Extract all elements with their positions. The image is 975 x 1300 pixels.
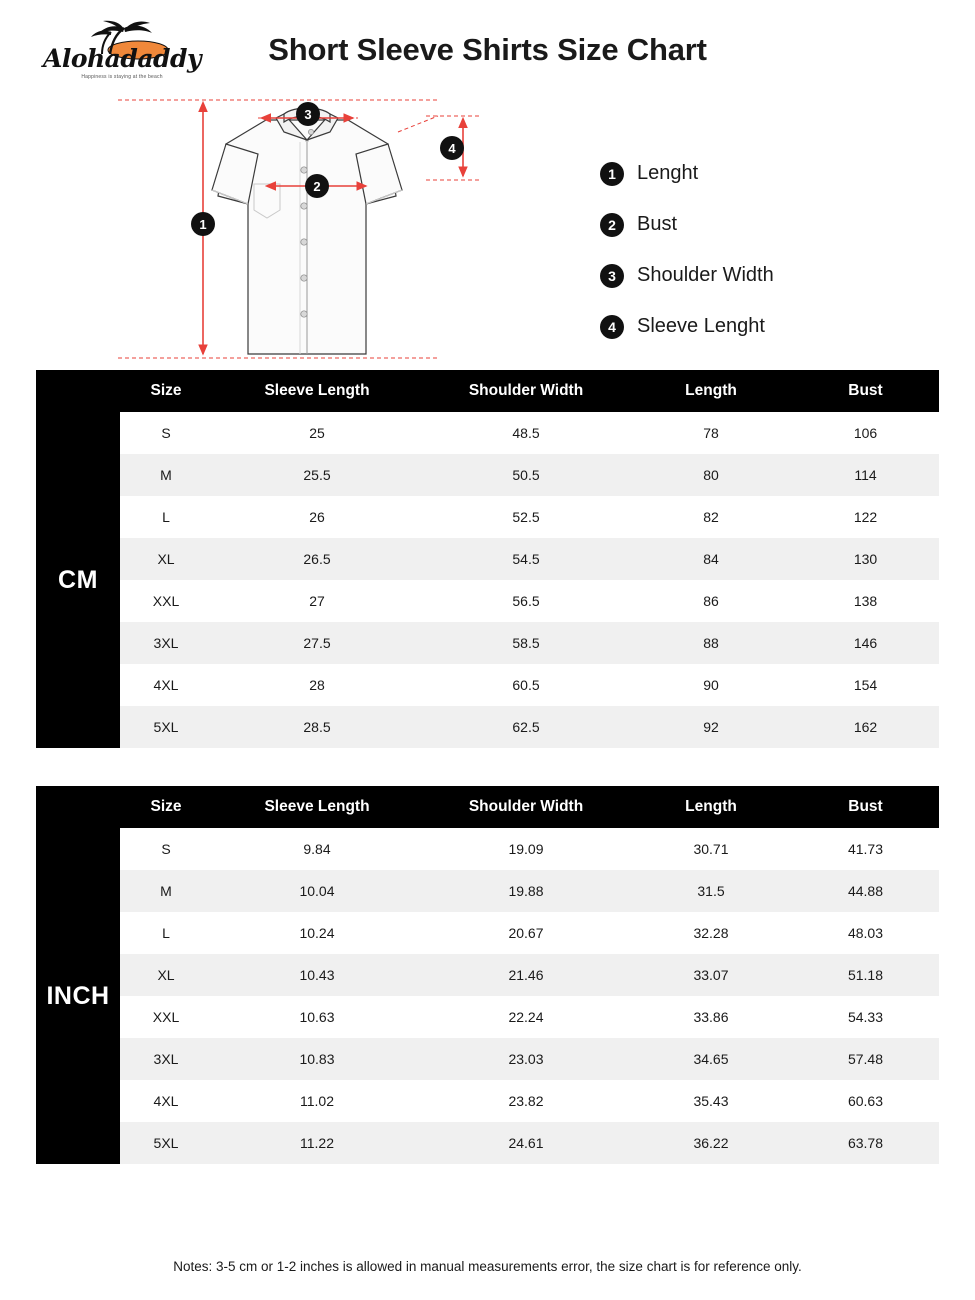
legend-label-4: Sleeve Lenght	[637, 315, 765, 337]
cell-shoulder: 22.24	[422, 996, 630, 1038]
legend-label-2: Bust	[637, 213, 678, 235]
cell-sleeve: 28.5	[212, 706, 422, 748]
cell-length: 90	[630, 664, 792, 706]
cell-sleeve: 10.04	[212, 870, 422, 912]
cell-shoulder: 23.03	[422, 1038, 630, 1080]
cell-bust: 146	[792, 622, 939, 664]
cell-bust: 57.48	[792, 1038, 939, 1080]
cm-unit-header	[36, 370, 120, 412]
cell-sleeve: 25	[212, 412, 422, 454]
cell-length: 34.65	[630, 1038, 792, 1080]
shirt-illustration	[108, 92, 528, 370]
brand-tagline: Happiness is staying at the beach	[81, 74, 163, 80]
table-row	[36, 1038, 939, 1080]
cell-size: M	[120, 454, 212, 496]
header-bust: Bust	[792, 786, 939, 828]
cell-length: 36.22	[630, 1122, 792, 1164]
legend-badge-2: 2	[600, 213, 624, 237]
cell-bust: 114	[792, 454, 939, 496]
cell-bust: 51.18	[792, 954, 939, 996]
legend-item-sleeve-length	[600, 301, 774, 352]
cell-shoulder: 50.5	[422, 454, 630, 496]
cell-sleeve: 10.43	[212, 954, 422, 996]
cell-bust: 48.03	[792, 912, 939, 954]
cell-size: 3XL	[120, 1038, 212, 1080]
cell-shoulder: 54.5	[422, 538, 630, 580]
cell-length: 78	[630, 412, 792, 454]
cell-bust: 60.63	[792, 1080, 939, 1122]
cell-length: 30.71	[630, 828, 792, 870]
page-header	[0, 0, 975, 92]
cell-size: 5XL	[120, 1122, 212, 1164]
header-length: Length	[630, 786, 792, 828]
header-sleeve-length: Sleeve Length	[212, 370, 422, 412]
cell-sleeve: 11.02	[212, 1080, 422, 1122]
cell-size: 4XL	[120, 1080, 212, 1122]
cell-shoulder: 20.67	[422, 912, 630, 954]
cell-size: L	[120, 496, 212, 538]
table-row	[36, 496, 939, 538]
cell-size: 3XL	[120, 622, 212, 664]
cell-shoulder: 60.5	[422, 664, 630, 706]
header-sleeve-length: Sleeve Length	[212, 786, 422, 828]
cell-size: S	[120, 412, 212, 454]
measurement-diagram	[0, 92, 975, 370]
measurement-legend	[600, 148, 774, 352]
cell-shoulder: 58.5	[422, 622, 630, 664]
cell-sleeve: 10.83	[212, 1038, 422, 1080]
cell-sleeve: 11.22	[212, 1122, 422, 1164]
header-shoulder-width: Shoulder Width	[422, 370, 630, 412]
cell-sleeve: 26	[212, 496, 422, 538]
cell-length: 35.43	[630, 1080, 792, 1122]
notes-text: Notes: 3-5 cm or 1-2 inches is allowed in manual measurements error, the size chart is for reference only.	[173, 1259, 802, 1274]
header-length: Length	[630, 370, 792, 412]
diagram-marker-4	[440, 136, 464, 160]
legend-badge-1: 1	[600, 162, 624, 186]
cell-size: XXL	[120, 580, 212, 622]
legend-item-bust	[600, 199, 774, 250]
table-row	[36, 454, 939, 496]
cell-length: 88	[630, 622, 792, 664]
legend-badge-3: 3	[600, 264, 624, 288]
inch-table-block	[36, 786, 939, 1164]
page-title: Short Sleeve Shirts Size Chart	[268, 32, 707, 67]
table-row	[36, 870, 939, 912]
cm-size-table	[36, 370, 939, 748]
cm-table-block	[36, 370, 939, 748]
table-row	[36, 580, 939, 622]
table-row	[36, 996, 939, 1038]
cell-bust: 122	[792, 496, 939, 538]
legend-label-3: Shoulder Width	[637, 264, 774, 286]
diagram-marker-3	[296, 102, 320, 126]
table-header-row	[36, 786, 939, 828]
cell-length: 31.5	[630, 870, 792, 912]
cell-bust: 44.88	[792, 870, 939, 912]
cell-shoulder: 21.46	[422, 954, 630, 996]
cell-size: M	[120, 870, 212, 912]
legend-badge-4: 4	[600, 315, 624, 339]
cell-shoulder: 19.88	[422, 870, 630, 912]
cell-length: 86	[630, 580, 792, 622]
cell-length: 33.07	[630, 954, 792, 996]
legend-item-shoulder-width	[600, 250, 774, 301]
table-row	[36, 664, 939, 706]
cell-bust: 106	[792, 412, 939, 454]
table-row	[36, 912, 939, 954]
cell-bust: 138	[792, 580, 939, 622]
cell-length: 80	[630, 454, 792, 496]
svg-text:1: 1	[199, 217, 207, 232]
cell-sleeve: 28	[212, 664, 422, 706]
svg-text:4: 4	[448, 141, 456, 156]
cell-length: 92	[630, 706, 792, 748]
cell-sleeve: 9.84	[212, 828, 422, 870]
table-row	[36, 622, 939, 664]
table-header-row	[36, 370, 939, 412]
table-row	[36, 1122, 939, 1164]
diagram-marker-2	[305, 174, 329, 198]
cell-size: XL	[120, 954, 212, 996]
cm-unit-label: CM	[36, 412, 120, 748]
cell-sleeve: 27	[212, 580, 422, 622]
legend-item-length	[600, 148, 774, 199]
table-divider	[0, 748, 975, 786]
cell-bust: 130	[792, 538, 939, 580]
cell-bust: 41.73	[792, 828, 939, 870]
cell-sleeve: 10.63	[212, 996, 422, 1038]
cell-length: 33.86	[630, 996, 792, 1038]
table-row	[36, 538, 939, 580]
cell-shoulder: 23.82	[422, 1080, 630, 1122]
cell-bust: 162	[792, 706, 939, 748]
cell-shoulder: 62.5	[422, 706, 630, 748]
header-shoulder-width: Shoulder Width	[422, 786, 630, 828]
cell-size: L	[120, 912, 212, 954]
cell-length: 84	[630, 538, 792, 580]
table-row	[36, 1080, 939, 1122]
cell-shoulder: 24.61	[422, 1122, 630, 1164]
cell-size: XXL	[120, 996, 212, 1038]
cell-length: 32.28	[630, 912, 792, 954]
legend-label-1: Lenght	[637, 162, 699, 184]
cell-shoulder: 52.5	[422, 496, 630, 538]
brand-name: Alohadaddy	[42, 44, 202, 73]
cell-size: 5XL	[120, 706, 212, 748]
cell-sleeve: 10.24	[212, 912, 422, 954]
cell-size: 4XL	[120, 664, 212, 706]
cell-length: 82	[630, 496, 792, 538]
cell-sleeve: 26.5	[212, 538, 422, 580]
cell-shoulder: 48.5	[422, 412, 630, 454]
cell-size: S	[120, 828, 212, 870]
cell-bust: 54.33	[792, 996, 939, 1038]
svg-text:2: 2	[313, 179, 321, 194]
cell-shoulder: 56.5	[422, 580, 630, 622]
table-row	[36, 954, 939, 996]
cell-shoulder: 19.09	[422, 828, 630, 870]
table-row	[36, 828, 939, 870]
svg-text:3: 3	[304, 107, 312, 122]
cell-bust: 63.78	[792, 1122, 939, 1164]
table-row	[36, 706, 939, 748]
diagram-marker-1	[191, 212, 215, 236]
header-size: Size	[120, 370, 212, 412]
cell-size: XL	[120, 538, 212, 580]
header-bust: Bust	[792, 370, 939, 412]
cell-sleeve: 27.5	[212, 622, 422, 664]
header-size: Size	[120, 786, 212, 828]
inch-size-table	[36, 786, 939, 1164]
inch-unit-header	[36, 786, 120, 828]
cell-bust: 154	[792, 664, 939, 706]
table-row	[36, 412, 939, 454]
inch-unit-label: INCH	[36, 828, 120, 1164]
cell-sleeve: 25.5	[212, 454, 422, 496]
